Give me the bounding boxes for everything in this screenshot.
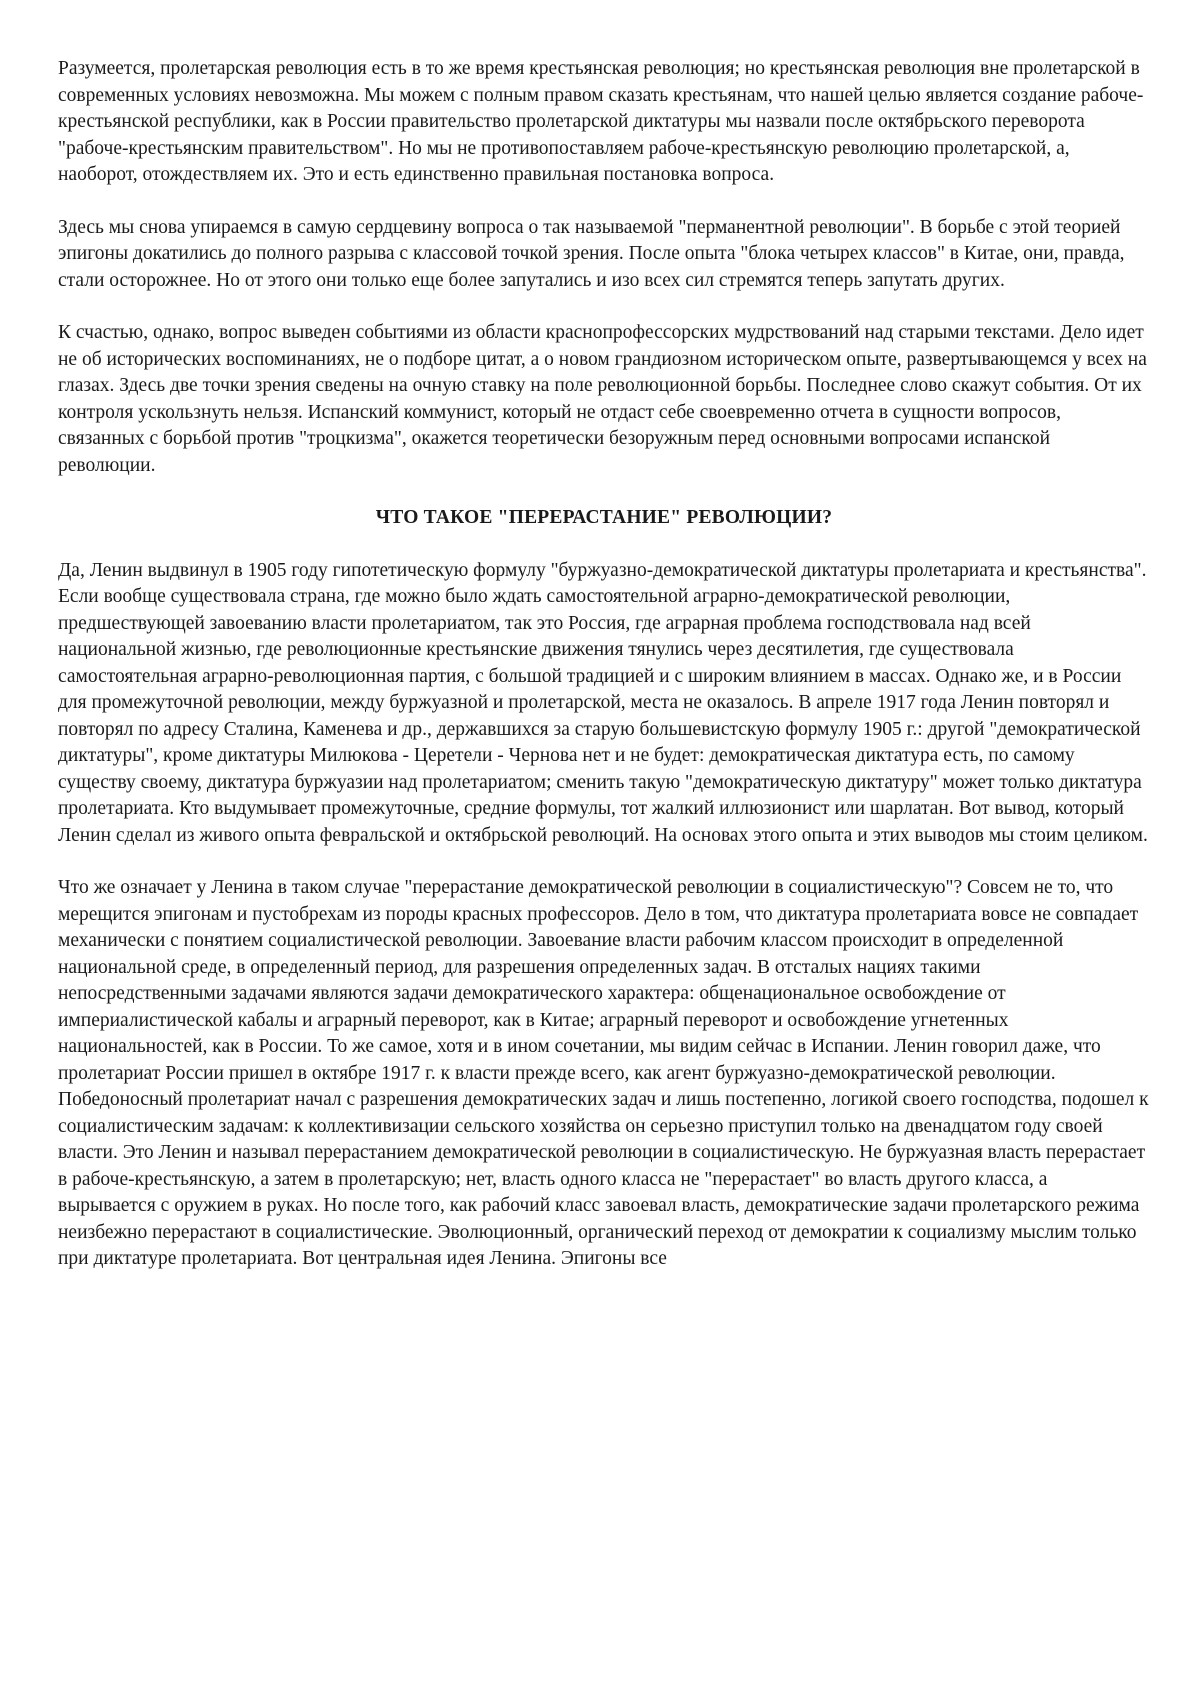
paragraph-lenin-1905-formula: Да, Ленин выдвинул в 1905 году гипотетическую формулу "буржуазно-демократической диктатуры пролетариата и крестьянства". Если вообще существовала страна, где можно было ждать самостоятельной аграрно-демократической революции, предшествующей завоеванию власти пролетариатом, так это Россия, где аграрная проблема господствовала над всей национальной жизнью, где революционные крестьянские движения тянулись через десятилетия, где существовала самостоятельная аграрно-революционная партия, с большой традицией и с широким влиянием в массах. Однако же, и в России для промежуточной революции, между буржуазной и пролетарской, места не оказалось. В апреле 1917 года Ленин повторял и повторял по адресу Сталина, Каменева и др., державшихся за старую большевистскую формулу 1905 г.: другой "демократической диктатуры", кроме диктатуры Милюкова - Церетели - Чернова нет и не будет: демократическая диктатура есть, по самому существу своему, диктатура буржуазии над пролетариатом; сменить такую "демократическую диктатуру" может только диктатура пролетариата. Кто выдумывает промежуточные, средние формулы, тот жалкий иллюзионист или шарлатан. Вот вывод, который Ленин сделал из живого опыта февральской и октябрьской революций. На основах этого опыта и этих выводов мы стоим целиком. [58,559,1148,846]
section-heading: ЧТО ТАКОЕ "ПЕРЕРАСТАНИЕ" РЕВОЛЮЦИИ? [375,507,833,528]
paragraph-permanent-revolution: Здесь мы снова упираемся в самую сердцевину вопроса о так называемой "перманентной революции". В борьбе с этой теорией эпигоны докатились до полного разрыва с классовой точкой зрения. После опыта "блока четырех классов" в Китае, они, правда, стали осторожнее. Но от этого они только еще более запутались и изо всех сил стремятся теперь запутать других. [58,216,1125,291]
paragraph-spanish-revolution-questions: К счастью, однако, вопрос выведен событиями из области краснопрофессорских мудрствований над старыми текстами. Дело идет не об исторических воспоминаниях, не о подборе цитат, а о новом грандиозном историческом опыте, развертывающемся у всех на глазах. Здесь две точки зрения сведены на очную ставку на поле революционной борьбы. Последнее слово скажут события. От их контроля ускользнуть нельзя. Испанский коммунист, который не отдаст себе своевременно отчета в сущности вопросов, связанных с борьбой против "троцкизма", окажется теоретически безоружным перед основными вопросами испанской революции. [58,322,1147,476]
document-page [58,56,1150,1299]
paragraph-proletarian-peasant-revolution: Разумеется, пролетарская революция есть в то же время крестьянская революция; но крестьянская революция вне пролетарской в современных условиях невозможна. Мы можем с полным правом сказать крестьянам, что нашей целью является создание рабоче-крестьянской республики, как в России правительство пролетарской диктатуры мы назвали после октябрьского переворота "рабоче-крестьянским правительством". Но мы не противопоставляем рабоче-крестьянскую революцию пролетарской, а, наоборот, отождествляем их. Это и есть единственно правильная постановка вопроса. [58,58,1144,185]
paragraph-growing-over-revolution: Что же означает у Ленина в таком случае "перерастание демократической революции в социалистическую"? Совсем не то, что мерещится эпигонам и пустобрехам из породы красных профессоров. Дело в том, что диктатура пролетариата вовсе не совпадает механически с понятием социалистической революции. Завоевание власти рабочим классом происходит в определенной национальной среде, в определенный период, для разрешения определенных задач. В отсталых нациях такими непосредственными задачами являются задачи демократического характера: общенациональное освобождение от империалистической кабалы и аграрный переворот, как в Китае; аграрный переворот и освобождение угнетенных национальностей, как в России. То же самое, хотя и в ином сочетании, мы видим сейчас в Испании. Ленин говорил даже, что пролетариат России пришел в октябре 1917 г. к власти прежде всего, как агент буржуазно-демократической революции. Победоносный пролетариат начал с разрешения демократических задач и лишь постепенно, логикой своего господства, подошел к социалистическим задачам: к коллективизации сельского хозяйства он серьезно приступил только на двенадцатом году своей власти. Это Ленин и называл перерастанием демократической революции в социалистическую. Не буржуазная власть перерастает в рабоче-крестьянскую, а затем в пролетарскую; нет, власть одного класса не "перерастает" во власть другого класса, а вырывается с оружием в руках. Но после того, как рабочий класс завоевал власть, демократические задачи пролетарского режима неизбежно перерастают в социалистические. Эволюционный, органический переход от демократии к социализму мыслим только при диктатуре пролетариата. Вот центральная идея Ленина. Эпигоны все [58,877,1149,1269]
